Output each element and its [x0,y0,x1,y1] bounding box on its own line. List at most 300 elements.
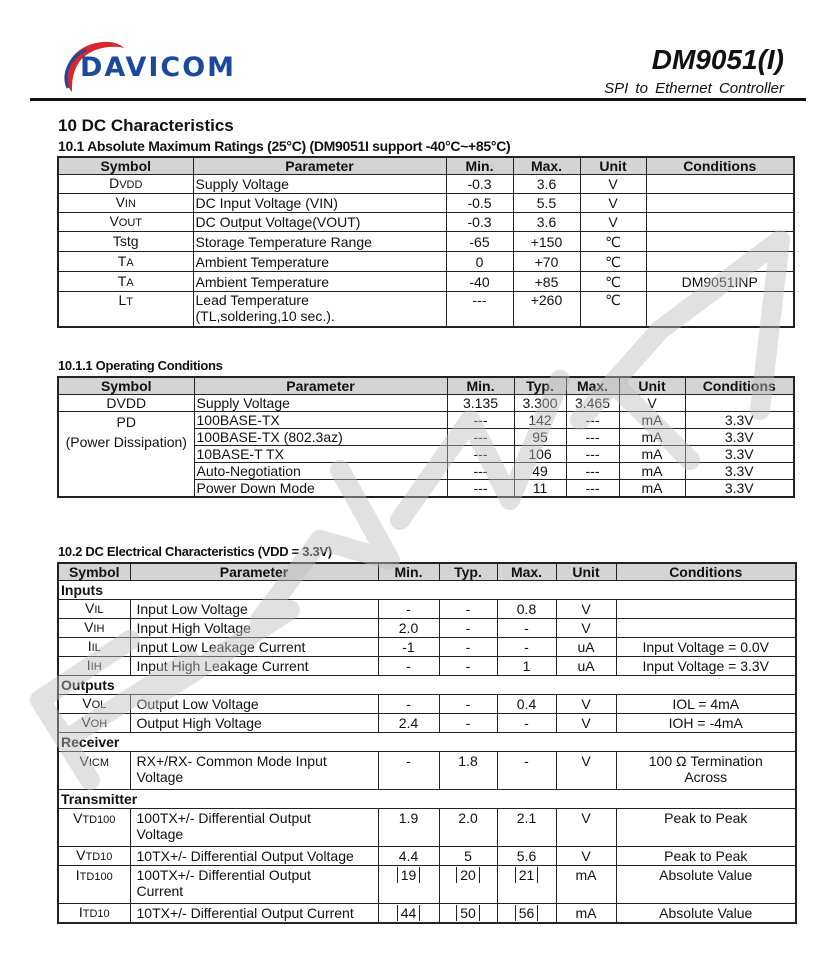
table-row [58,175,794,194]
parameter-cell [130,638,378,657]
section-label: Transmitter [58,790,796,809]
condition-line: IOL = 4mA [672,696,740,712]
min-value: - [406,601,411,617]
conditions-cell [616,714,796,733]
symbol-cell [58,619,130,638]
unit-cell: V [580,194,646,213]
typ-cell [439,904,497,924]
unit-cell: V [556,714,616,733]
table-header-row [58,377,794,395]
parameter-cell: 100BASE-TX [194,412,447,429]
pd-symbol-cell [58,412,194,498]
conditions-cell [616,638,796,657]
dc-elec-table [57,562,797,924]
parameter-line: Input High Leakage Current [136,658,309,674]
symbol-cell: DVDD [58,395,194,412]
table-row [58,714,796,733]
min-cell: 0 [446,252,513,272]
chip-subtitle: SPI to Ethernet Controller [604,80,784,97]
symbol-main: D [109,175,120,191]
max-cell: --- [566,446,619,463]
conditions-cell [616,752,796,790]
parameter-line: Ambient Temperature [195,253,330,270]
symbol-main: I [78,904,83,920]
symbol-main: I [86,657,91,673]
min-cell [378,866,439,904]
parameter-cell [193,232,446,252]
parameter-line: 100TX+/- Differential Output [136,867,311,883]
parameter-cell [130,752,378,790]
max-value: 0.8 [516,601,537,617]
typ-cell: 49 [514,463,566,480]
table-row [58,213,794,232]
unit-cell: ℃ [580,252,646,272]
parameter-line: Input High Voltage [136,620,251,636]
max-value: - [524,715,529,731]
conditions-cell [616,866,796,904]
typ-value: - [465,601,471,617]
table-row [58,619,796,638]
table-row [58,272,794,292]
min-value: 19 [397,867,421,883]
symbol-sub: TD10 [82,908,110,920]
abs-max-table [57,156,795,328]
min-value: 1.9 [398,810,419,826]
typ-value: 1.8 [458,753,478,769]
max-cell: --- [566,412,619,429]
parameter-cell [130,657,378,676]
max-cell: 3.6 [513,175,580,194]
column-header: Conditions [616,563,796,581]
max-cell [497,904,556,924]
column-header: Min. [378,563,439,581]
typ-cell: 95 [514,429,566,446]
symbol-cell [58,904,130,924]
conditions-cell [616,809,796,847]
column-header: Unit [580,157,646,175]
unit-cell: V [556,847,616,866]
table-header-row [58,157,794,175]
typ-cell [439,657,497,676]
symbol-cell [58,175,193,194]
parameter-line: 10TX+/- Differential Output Current [136,905,354,921]
typ-value: - [465,696,471,712]
symbol-main: V [84,600,95,616]
conditions-cell: 3.3V [685,463,794,480]
typ-value: 2.0 [458,810,478,826]
symbol-main: V [81,714,91,730]
typ-value: 50 [456,905,480,921]
table-header-row [58,563,796,581]
min-cell: -40 [446,272,513,292]
parameter-line: (TL,soldering,10 sec.). [195,308,335,324]
parameter-line: Voltage [136,826,184,842]
symbol-sub: IL [91,642,101,654]
symbol-cell [58,809,130,847]
parameter-line: RX+/RX- Common Mode Input [136,753,327,769]
conditions-cell: DM9051INP [646,272,794,292]
conditions-cell: 3.3V [685,429,794,446]
max-cell [497,714,556,733]
table-row [58,194,794,213]
parameter-line: Lead Temperature [195,292,309,308]
symbol-cell [58,272,193,292]
conditions-cell [646,232,794,252]
parameter-cell [130,904,378,924]
symbol-sub: IH [90,661,102,673]
section-label: Receiver [58,733,796,752]
max-cell: 5.5 [513,194,580,213]
conditions-cell [616,904,796,924]
min-cell: -0.3 [446,175,513,194]
min-cell [378,638,439,657]
column-header: Symbol [58,377,194,395]
section-row [58,790,796,809]
condition-line: IOH = -4mA [668,715,743,731]
section-row [58,733,796,752]
symbol-cell [58,252,193,272]
min-cell: --- [447,463,514,480]
typ-cell [439,866,497,904]
table-row [58,232,794,252]
min-cell [378,695,439,714]
column-header: Max. [497,563,556,581]
symbol-main: I [75,867,80,883]
min-cell: --- [447,480,514,498]
typ-cell: 106 [514,446,566,463]
symbol-main: V [84,619,94,635]
section-row [58,581,796,600]
conditions-cell [616,695,796,714]
section-title: 10 DC Characteristics [58,116,234,135]
condition-line: Peak to Peak [664,810,748,826]
symbol-sub: OL [91,699,107,711]
max-cell: +260 [513,292,580,328]
max-cell: +70 [513,252,580,272]
parameter-cell: Auto-Negotiation [194,463,447,480]
table-row [58,809,796,847]
typ-cell [439,619,497,638]
parameter-cell [130,695,378,714]
parameter-line: Voltage [136,769,184,785]
max-cell [497,600,556,619]
condition-line: Absolute Value [659,867,753,883]
parameter-line: DC Output Voltage(VOUT) [195,214,361,230]
typ-cell: 3.300 [514,395,566,412]
typ-value: - [465,658,471,674]
typ-cell [439,847,497,866]
chip-name: DM9051(I) [651,44,784,75]
column-header: Typ. [439,563,497,581]
condition-line: Peak to Peak [664,848,748,864]
parameter-line: Supply Voltage [195,176,289,192]
condition-line: Absolute Value [659,905,753,921]
parameter-cell [130,866,378,904]
column-header: Parameter [193,157,446,175]
max-cell: 3.465 [566,395,619,412]
max-cell: --- [566,463,619,480]
symbol-cell [58,847,130,866]
min-cell [378,657,439,676]
symbol-desc: (Power Dissipation) [65,434,187,450]
symbol-main: PD [116,414,136,430]
table-row [58,695,796,714]
min-cell: 3.135 [447,395,514,412]
dc-elec-title: 10.2 DC Electrical Characteristics (VDD = 3.3V) [58,544,332,559]
symbol-cell [58,292,193,328]
min-cell [378,752,439,790]
symbol-main: T [117,252,127,269]
parameter-line: 10TX+/- Differential Output Voltage [136,848,354,864]
table-row [58,847,796,866]
max-value: 1 [522,658,531,674]
min-cell [378,600,439,619]
column-header: Unit [619,377,685,395]
parameter-cell: Supply Voltage [194,395,447,412]
parameter-cell [193,175,446,194]
parameter-cell [130,714,378,733]
column-header: Conditions [646,157,794,175]
symbol-sub: A [126,276,134,289]
typ-cell [439,638,497,657]
min-value: - [406,696,411,712]
min-cell [378,847,439,866]
min-value: 4.4 [398,848,419,864]
min-cell: -0.3 [446,213,513,232]
conditions-cell: 3.3V [685,446,794,463]
logo-text: DAVICOM [80,52,237,83]
unit-cell: V [556,619,616,638]
max-cell [497,619,556,638]
conditions-cell [616,657,796,676]
unit-cell: V [556,695,616,714]
conditions-cell [616,600,796,619]
max-value: - [524,620,529,636]
typ-value: 20 [456,867,480,883]
parameter-cell [193,252,446,272]
unit-cell: V [556,809,616,847]
typ-cell: 142 [514,412,566,429]
unit-cell: mA [619,412,685,429]
unit-cell: V [556,752,616,790]
max-value: 0.4 [516,696,537,712]
unit-cell: uA [556,657,616,676]
unit-cell: V [580,213,646,232]
conditions-cell [646,194,794,213]
parameter-line: DC Input Voltage (VIN) [195,195,338,211]
typ-value: - [465,715,471,731]
symbol-cell [58,657,130,676]
symbol-cell [58,194,193,213]
parameter-line: Current [136,883,184,899]
section-label: Outputs [58,676,796,695]
min-cell: -65 [446,232,513,252]
symbol-main: V [82,695,92,711]
min-value: -1 [402,639,415,655]
header-rule [30,98,806,101]
symbol-main: V [115,194,125,210]
symbol-cell [58,213,193,232]
column-header: Max. [513,157,580,175]
column-header: Min. [447,377,514,395]
column-header: Min. [446,157,513,175]
max-cell [497,809,556,847]
symbol-sub: IH [93,623,105,635]
unit-cell: ℃ [580,232,646,252]
symbol-main: T [117,272,127,289]
symbol-main: L [118,292,127,308]
condition-line: 100 Ω Termination [648,753,763,769]
min-value: 44 [397,905,421,921]
min-cell: --- [447,446,514,463]
symbol-main: V [73,810,83,826]
conditions-cell: 3.3V [685,480,794,498]
typ-cell: 11 [514,480,566,498]
symbol-cell [58,866,130,904]
unit-cell: uA [556,638,616,657]
min-value: - [406,753,411,769]
conditions-cell [646,292,794,328]
max-cell: --- [566,480,619,498]
symbol-sub: TD100 [79,871,113,883]
typ-value: - [465,639,471,655]
typ-cell [439,600,497,619]
table-row [58,657,796,676]
max-cell [497,752,556,790]
unit-cell: mA [619,429,685,446]
max-cell [497,695,556,714]
parameter-cell [193,213,446,232]
min-cell: -0.5 [446,194,513,213]
conditions-cell: 3.3V [685,412,794,429]
typ-cell [439,809,497,847]
unit-cell: mA [619,446,685,463]
column-header: Symbol [58,157,193,175]
parameter-line: Ambient Temperature [195,273,330,290]
symbol-cell [58,638,130,657]
symbol-main: V [76,847,86,863]
max-cell [497,847,556,866]
parameter-cell: Power Down Mode [194,480,447,498]
symbol-cell [58,600,130,619]
symbol-sub: IN [124,198,136,210]
min-cell [378,809,439,847]
min-cell [378,904,439,924]
symbol-sub: OUT [118,217,143,229]
typ-cell [439,695,497,714]
min-value: - [406,658,411,674]
min-value: 2.4 [398,715,419,731]
column-header: Parameter [130,563,378,581]
table-row [58,292,794,328]
table-row [58,904,796,924]
unit-cell: V [556,600,616,619]
parameter-line: Output Low Voltage [136,696,259,712]
column-header: Parameter [194,377,447,395]
symbol-cell [58,695,130,714]
symbol-sub: IL [94,604,104,616]
max-value: - [524,753,529,769]
min-value: 2.0 [398,620,419,636]
unit-cell: ℃ [580,292,646,328]
parameter-cell [130,847,378,866]
condition-line: Across [684,769,728,785]
max-value: 5.6 [516,848,537,864]
parameter-cell [130,619,378,638]
conditions-cell [616,619,796,638]
symbol-sub: T [126,296,134,308]
symbol-main: V [109,213,119,229]
unit-cell: mA [619,463,685,480]
section-label: Inputs [58,581,796,600]
symbol-sub: TD100 [82,814,116,826]
parameter-cell [193,272,446,292]
max-cell: +150 [513,232,580,252]
typ-cell [439,752,497,790]
section-row [58,676,796,695]
symbol-main: I [87,638,92,654]
parameter-cell: 100BASE-TX (802.3az) [194,429,447,446]
condition-line: Input Voltage = 3.3V [642,658,769,674]
min-cell [378,714,439,733]
op-cond-title: 10.1.1 Operating Conditions [58,358,223,373]
parameter-cell: 10BASE-T TX [194,446,447,463]
column-header: Max. [566,377,619,395]
column-header: Typ. [514,377,566,395]
max-cell [497,638,556,657]
conditions-cell [685,395,794,412]
max-value: 21 [515,867,539,883]
max-value: 56 [515,905,539,921]
column-header: Conditions [685,377,794,395]
conditions-cell [646,252,794,272]
op-cond-table [57,376,795,498]
typ-value: 5 [464,848,472,864]
unit-cell: mA [556,904,616,924]
column-header: Symbol [58,563,130,581]
symbol-cell [58,752,130,790]
parameter-line: Input Low Leakage Current [136,639,306,655]
conditions-cell [646,175,794,194]
max-value: 2.1 [516,810,537,826]
table-row [58,252,794,272]
parameter-line: Output High Voltage [136,715,262,731]
table-row [58,395,794,412]
table-row [58,866,796,904]
condition-line: Input Voltage = 0.0V [642,639,769,655]
typ-value: - [465,620,471,636]
min-cell: --- [447,412,514,429]
table-row [58,638,796,657]
typ-cell [439,714,497,733]
max-value: - [524,639,529,655]
max-cell: --- [566,429,619,446]
max-cell [497,866,556,904]
parameter-cell [193,292,446,328]
table-row [58,600,796,619]
min-cell [378,619,439,638]
symbol-sub: A [126,256,134,269]
unit-cell: mA [619,480,685,498]
symbol-main: Tstg [112,232,139,249]
min-cell: --- [446,292,513,328]
max-cell: +85 [513,272,580,292]
unit-cell: V [580,175,646,194]
symbol-sub: ICM [88,757,109,769]
max-cell [497,657,556,676]
conditions-cell [646,213,794,232]
unit-cell: mA [556,866,616,904]
